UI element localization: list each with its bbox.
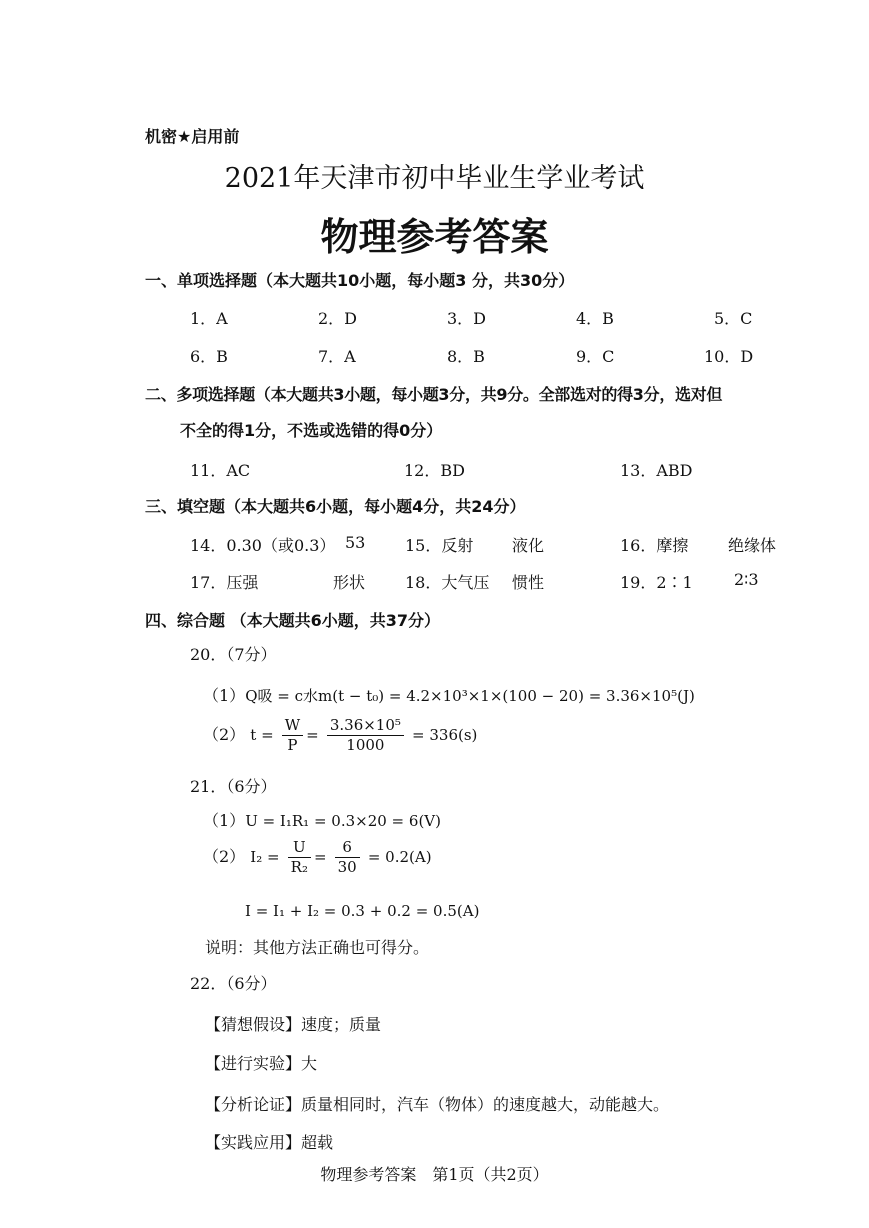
q20-part2-lhs: t =: [250, 726, 274, 744]
answer-2: 2．D: [318, 309, 358, 328]
fraction-6-over-30: $\frac{6}{30}$: [335, 838, 360, 877]
q21-part2-result: = 0.2(A): [367, 848, 432, 866]
q21-part2: （2） I₂ = $\frac{U}{\text{R₂}}$ = $\frac{6}{30}$ = 0.2(A): [203, 838, 432, 876]
q20-label: 20．（7分）: [190, 645, 277, 664]
confidential-mark: 机密★启用前: [145, 127, 240, 146]
answer-6: 6．B: [190, 347, 228, 366]
answer-15: 15．反射: [405, 536, 474, 555]
answer-14b: 53: [345, 533, 366, 552]
answer-13: 13．ABD: [620, 461, 693, 480]
q22-line-application: 【实践应用】超载: [205, 1133, 334, 1152]
answer-10: 10．D: [704, 347, 754, 366]
q22-line-analysis: 【分析论证】质量相同时，汽车（物体）的速度越大，动能越大。: [205, 1095, 670, 1114]
q21-part1-equation: U = I₁R₁ = 0.3×20 = 6(V): [245, 812, 441, 830]
answer-16b: 绝缘体: [728, 536, 777, 555]
section1-heading: 一、单项选择题（本大题共10小题，每小题3 分，共30分）: [145, 271, 575, 290]
answer-5: 5．C: [714, 309, 753, 328]
answer-9: 9．C: [576, 347, 615, 366]
section2-heading-cont: 不全的得1分，不选或选错的得0分）: [180, 421, 443, 440]
answer-3: 3．D: [447, 309, 487, 328]
answer-12: 12．BD: [404, 461, 465, 480]
fraction-energy-over-power: $\frac{\text{3.36×10⁵}}{1000}$: [327, 716, 404, 755]
document-title: 物理参考答案: [320, 215, 549, 259]
fraction-w-over-p: $\frac{W}{P}$: [282, 716, 303, 755]
q21-note: 说明：其他方法正确也可得分。: [205, 938, 430, 957]
fraction-u-over-r2: $\frac{U}{\text{R₂}}$: [288, 838, 311, 877]
answer-17b: 形状: [333, 573, 366, 592]
q20-part2-result: = 336(s): [412, 726, 478, 744]
exam-title: 2021年天津市初中毕业生学业考试: [224, 163, 645, 194]
q20-part1: [203, 683, 695, 706]
answer-19b: 2∶3: [734, 570, 759, 589]
section2-heading: 二、多项选择题（本大题共3小题，每小题3分，共9分。全部选对的得3分，选对但: [145, 385, 723, 404]
q20-part2: （2） t = $\frac{W}{P}$ = $\frac{\text{3.36×10⁵}}{1000}$ = 336(s): [203, 716, 478, 754]
answer-15b: 液化: [512, 536, 545, 555]
q21-part1-tag: （1）: [203, 811, 246, 830]
q21-part2-tag: （2）: [203, 847, 246, 866]
section3-heading: 三、填空题（本大题共6小题，每小题4分，共24分）: [145, 497, 526, 516]
answer-8: 8．B: [447, 347, 485, 366]
answer-14: 14．0.30（或0.3）: [190, 536, 336, 555]
answer-18: 18．大气压: [405, 573, 490, 592]
q20-part1-equation: Q吸 = c水m(t − t₀) = 4.2×10³×1×(100 − 20) = 3.36×10⁵(J): [245, 687, 695, 705]
page-footer: 物理参考答案 第1页（共2页）: [320, 1165, 549, 1184]
q20-part1-tag: （1）: [203, 686, 246, 705]
q22-label: 22．（6分）: [190, 974, 277, 993]
q22-line-experiment: 【进行实验】大: [205, 1054, 318, 1073]
answer-16: 16．摩擦: [620, 536, 689, 555]
section4-heading: 四、综合题 （本大题共6小题，共37分）: [145, 611, 440, 630]
q21-label: 21．（6分）: [190, 777, 277, 796]
answer-19: 19．2∶1: [620, 573, 693, 592]
answer-4: 4．B: [576, 309, 614, 328]
q21-part2-lhs: I₂ =: [250, 848, 280, 866]
answer-1: 1．A: [190, 309, 228, 328]
answer-17: 17．压强: [190, 573, 259, 592]
answer-11: 11．AC: [190, 461, 251, 480]
q20-part2-tag: （2）: [203, 725, 246, 744]
q21-part1: [203, 808, 441, 831]
q22-line-hypothesis: 【猜想假设】速度；质量: [205, 1015, 382, 1034]
q21-part3-equation: I = I₁ + I₂ = 0.3 + 0.2 = 0.5(A): [245, 902, 480, 920]
answer-7: 7．A: [318, 347, 356, 366]
answer-18b: 惯性: [512, 573, 545, 592]
